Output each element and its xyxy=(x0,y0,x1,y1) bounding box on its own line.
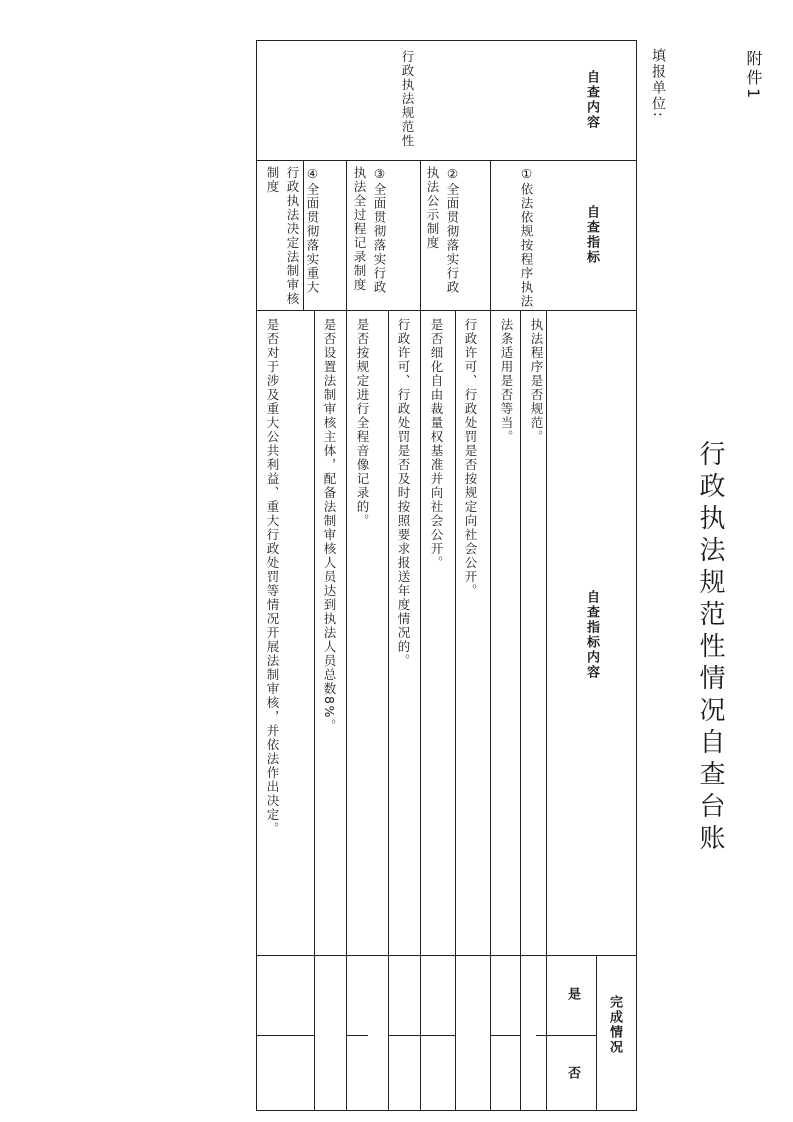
table-border-bottom xyxy=(256,1110,636,1111)
row-divider xyxy=(256,955,636,956)
content-item: 行政许可、行政处罚是否及时按照要求报送年度情况的。 xyxy=(396,318,411,668)
indicator-item: ④全面贯彻落实重大行政执法决定法制审核制度 xyxy=(265,166,320,306)
row-divider xyxy=(256,310,636,311)
content-item: 是否细化自由裁量权基准并向社会公开。 xyxy=(429,318,444,570)
column-divider xyxy=(346,160,347,1110)
content-item: 是否对于涉及重大公共利益、重大行政处罚等情况开展法制审核，并依法作出决定。 xyxy=(265,318,280,836)
attachment-label: 附件1 xyxy=(744,50,763,102)
header-yes: 是 xyxy=(565,987,580,1002)
row-divider xyxy=(490,1035,520,1036)
header-indicator: 自查指标 xyxy=(584,205,599,265)
content-item: 是否按规定进行全程音像记录的。 xyxy=(355,318,370,528)
table-border-top xyxy=(256,40,636,41)
table-border-right xyxy=(636,40,637,1111)
row-divider xyxy=(388,1035,455,1036)
header-no: 否 xyxy=(565,1066,580,1081)
content-item: 行政许可、行政处罚是否按规定向社会公开。 xyxy=(463,318,478,598)
column-divider xyxy=(546,310,547,1110)
filler-unit-label: 填报单位: xyxy=(650,48,666,119)
column-divider xyxy=(490,160,491,1110)
indicator-item: ②全面贯彻落实行政执法公示制度 xyxy=(425,166,460,295)
column-divider xyxy=(314,310,315,1110)
row-divider xyxy=(346,1035,368,1036)
header-content: 自查内容 xyxy=(584,70,599,130)
row-divider xyxy=(536,1035,596,1036)
column-divider xyxy=(388,310,389,1110)
header-completion: 完成情况 xyxy=(607,995,622,1055)
content-item: 法条适用是否等当。 xyxy=(499,318,514,444)
header-indicator-content: 自查指标内容 xyxy=(584,590,599,680)
row-divider xyxy=(256,160,636,161)
column-divider xyxy=(455,310,456,1110)
column-divider xyxy=(596,955,597,1110)
column-divider xyxy=(520,310,521,1110)
content-item: 是否设置法制审核主体，配备法制审核人员达到执法人员总数8%。 xyxy=(322,318,337,733)
table-border-left xyxy=(256,40,257,1111)
category-label: 行政执法规范性 xyxy=(400,50,415,148)
page-title: 行政执法规范性情况自查台账 xyxy=(695,440,725,856)
row-divider xyxy=(256,1035,314,1036)
indicator-item: ③全面贯彻落实行政执法全过程记录制度 xyxy=(352,166,387,295)
content-item: 执法程序是否规范。 xyxy=(529,318,544,444)
indicator-item: ①依法依规按程序执法 xyxy=(519,166,534,309)
